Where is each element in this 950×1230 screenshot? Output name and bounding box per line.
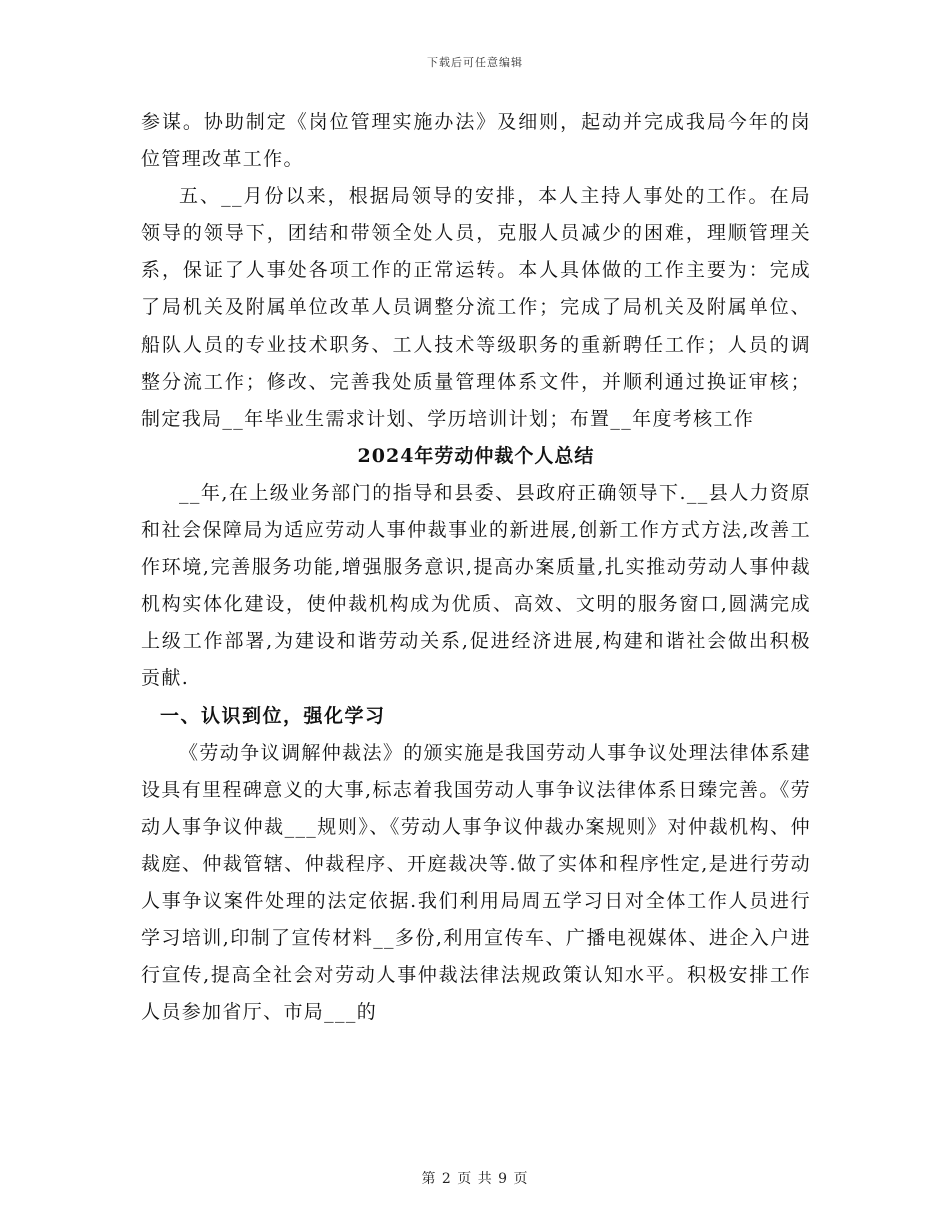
document-title: 2024年劳动仲裁个人总结 xyxy=(357,444,595,467)
paragraph-section-1: 《劳动争议调解仲裁法》的颁实施是我国劳动人事争议处理法律体系建设具有里程碑意义的大事,标志着我国劳动人事争议法律体系日臻完善。《劳动人事争议仲裁___规则》、《劳动人事争议仲裁办案规则》对仲裁机构、仲裁庭、仲裁管辖、仲裁程序、开庭裁决等.做了实体和程序性定,是进行劳动人事争议案件处理的法定依据.我们利用局周五学习日对全体工作人员进行学习培训,印制了宣传材料__多份,利用宣传车、广播电视媒体、进企入户进行宣传,提高全社会对劳动人事仲裁法律法规政策认知水平。积极安排工作人员参加省厅、市局___的 xyxy=(141,741,811,1024)
page-number: 第 2 页 共 9 页 xyxy=(421,1171,529,1187)
paragraph-item-five: 五、__月份以来，根据局领导的安排，本人主持人事处的工作。在局领导的领导下，团结和带领全处人员，克服人员减少的困难，理顺管理关系，保证了人事处各项工作的正常运转。本人具体做的工作主要为：完成了局机关及附属单位改革人员调整分流工作；完成了局机关及附属单位、船队人员的专业技术职务、工人技术等级职务的重新聘任工作；人员的调整分流工作；修改、完善我处质量管理体系文件，并顺利通过换证审核；制定我局__年毕业生需求计划、学历培训计划；布置__年度考核工作 xyxy=(141,185,811,430)
paragraph-continuation: 参谋。协助制定《岗位管理实施办法》及细则，起动并完成我局今年的岗位管理改革工作。 xyxy=(141,111,811,171)
header-note: 下载后可任意编辑 xyxy=(427,56,523,69)
document-body xyxy=(141,104,811,1031)
section-heading-1: 一、认识到位，强化学习 xyxy=(160,704,386,727)
paragraph-intro: __年,在上级业务部门的指导和县委、县政府正确领导下.__县人力资原和社会保障局为适应劳动人事仲裁事业的新进展,创新工作方式方法,改善工作环境,完善服务功能,增强服务意识,提高办案质量,扎实推动劳动人事仲裁机构实体化建设，使仲裁机构成为优质、高效、文明的服务窗口,圆满完成上级工作部署,为建设和谐劳动关系,促进经济进展,构建和谐社会做出积极贡献. xyxy=(141,481,811,690)
